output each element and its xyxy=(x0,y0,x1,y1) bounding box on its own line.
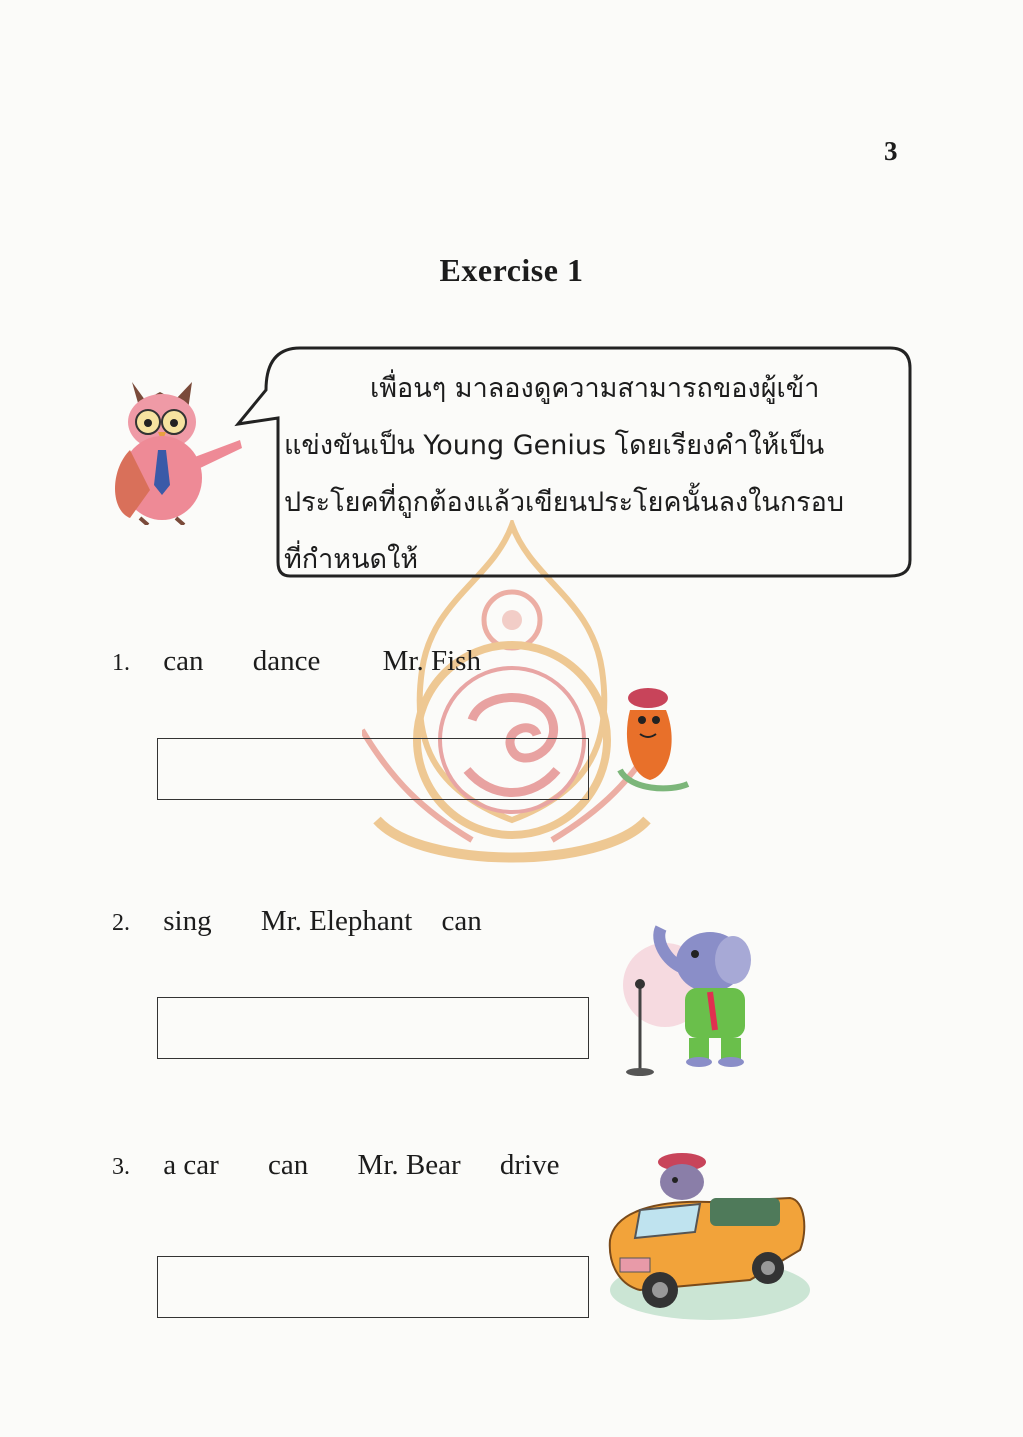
exercise-2-answer-box[interactable] xyxy=(157,997,589,1059)
exercise-1-answer-box[interactable] xyxy=(157,738,589,800)
bear-driving-car-illustration xyxy=(600,1140,815,1330)
page-title: Exercise 1 xyxy=(439,252,584,288)
intro-line: แข่งขันเป็น Young Genius โดยเรียงคำให้เป็น xyxy=(284,430,825,461)
owl-teacher-illustration xyxy=(100,370,250,525)
exercise-1-prompt xyxy=(112,645,481,678)
exercise-number: 3. xyxy=(112,1154,130,1180)
intro-line: เพื่อนๆ มาลองดูความสามารถของผู้เข้า xyxy=(370,373,820,404)
word-tile: a car xyxy=(163,1149,219,1181)
intro-line: ประโยคที่ถูกต้องแล้วเขียนประโยคนั้นลงในกรอบ xyxy=(284,487,845,518)
word-tile: Mr. Elephant xyxy=(260,905,413,937)
word-tile: can xyxy=(268,1149,309,1181)
intro-instructions xyxy=(284,360,886,588)
word-tile: Mr. Bear xyxy=(357,1149,461,1181)
exercise-3-answer-box[interactable] xyxy=(157,1256,589,1318)
word-tile: can xyxy=(163,645,204,677)
fish-illustration xyxy=(600,680,695,795)
word-tile: drive xyxy=(499,1149,560,1181)
page-number: 3 xyxy=(884,136,898,166)
exercise-2-prompt xyxy=(112,905,482,938)
exercise-3-prompt xyxy=(112,1149,559,1182)
exercise-number: 1. xyxy=(112,650,130,676)
word-tile: Mr. Fish xyxy=(382,645,481,677)
word-tile: dance xyxy=(252,645,321,677)
word-tile: can xyxy=(441,905,482,937)
word-tile: sing xyxy=(163,905,212,937)
elephant-illustration xyxy=(595,920,780,1080)
intro-line: ที่กำหนดให้ xyxy=(284,544,419,575)
exercise-number: 2. xyxy=(112,910,130,936)
